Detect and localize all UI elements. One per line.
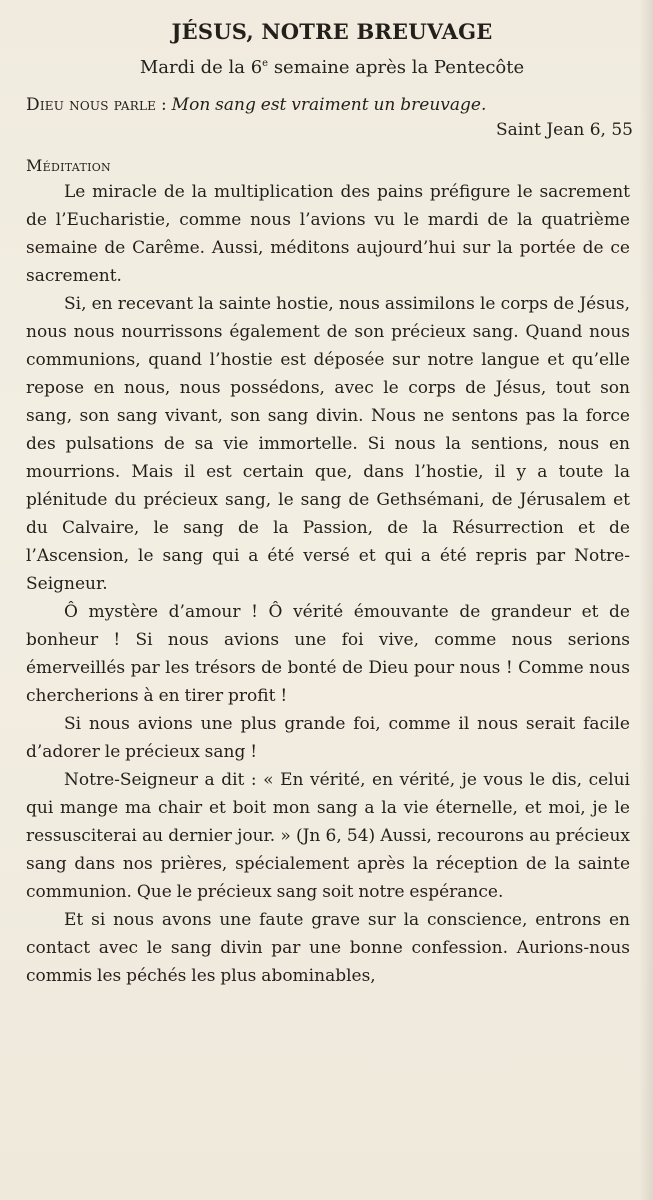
page-title: JÉSUS, NOTRE BREUVAGE (171, 19, 493, 44)
liturgical-date (26, 54, 630, 82)
paragraph-4: Si nous avions une plus grande foi, comme il nous serait facile d’adorer le précieux sang ! (26, 714, 630, 762)
liturgical-date-suffix: semaine après la Pentecôte (268, 57, 525, 78)
book-page (26, 0, 633, 990)
meditation-heading: Méditation (26, 156, 111, 175)
paragraph-6: Et si nous avons une faute grave sur la conscience, entrons en contact avec le sang divin par une bonne confession. Aurions-nous commis les péchés les plus abominables, (26, 910, 630, 986)
scripture-quote: Mon sang est vraiment un breuvage. (171, 95, 487, 115)
paragraph-2: Si, en recevant la sainte hostie, nous assimilons le corps de Jésus, nous nous nourrissons également de son précieux sang. Quand nous communions, quand l’hostie est déposée sur notre langue et qu’elle repose en nous, nous possédons, avec le corps de Jésus, tout son sang, son sang vivant, son sang divin. Nous ne sentons pas la force des pulsations de sa vie immortelle. Si nous la sentions, nous en mourrions. Mais il est certain que, dans l’hostie, il y a toute la plénitude du précieux sang, le sang de Gethsémani, de Jérusalem et du Calvaire, le sang de la Passion, de la Résurrection et de l’Ascension, le sang qui a été versé et qui a été repris par Notre-Seigneur. (26, 294, 630, 594)
dieu-nous-parle-label: Dieu nous parle (26, 95, 157, 115)
label-separator: : (156, 95, 172, 115)
paragraph-1: Le miracle de la multiplication des pains préfigure le sacrement de l’Eucharistie, comme nous l’avions vu le mardi de la quatrième semaine de Carême. Aussi, méditons aujourd’hui sur la portée de ce sacrement. (26, 182, 630, 286)
scripture-reference: Saint Jean 6, 55 (495, 120, 633, 140)
scripture-line (26, 93, 630, 118)
paragraph-3: Ô mystère d’amour ! Ô vérité émouvante de grandeur et de bonheur ! Si nous avions une foi vive, comme nous serions émerveillés par les trésors de bonté de Dieu pour nous ! Comme nous chercherions à en tirer profit ! (26, 602, 630, 706)
meditation-body (26, 178, 630, 990)
page-edge-shadow (639, 0, 653, 1200)
paragraph-5: Notre-Seigneur a dit : « En vérité, en vérité, je vous le dis, celui qui mange ma chair et boit mon sang a la vie éternelle, et moi, je le ressusciterai au dernier jour. » (Jn 6, 54) Aussi, recourons au précieux sang dans nos prières, spécialement après la réception de la sainte communion. Que le précieux sang soit notre espérance. (26, 770, 630, 902)
ordinal-superscript: e (262, 58, 269, 69)
liturgical-date-prefix: Mardi de la 6 (139, 57, 263, 78)
